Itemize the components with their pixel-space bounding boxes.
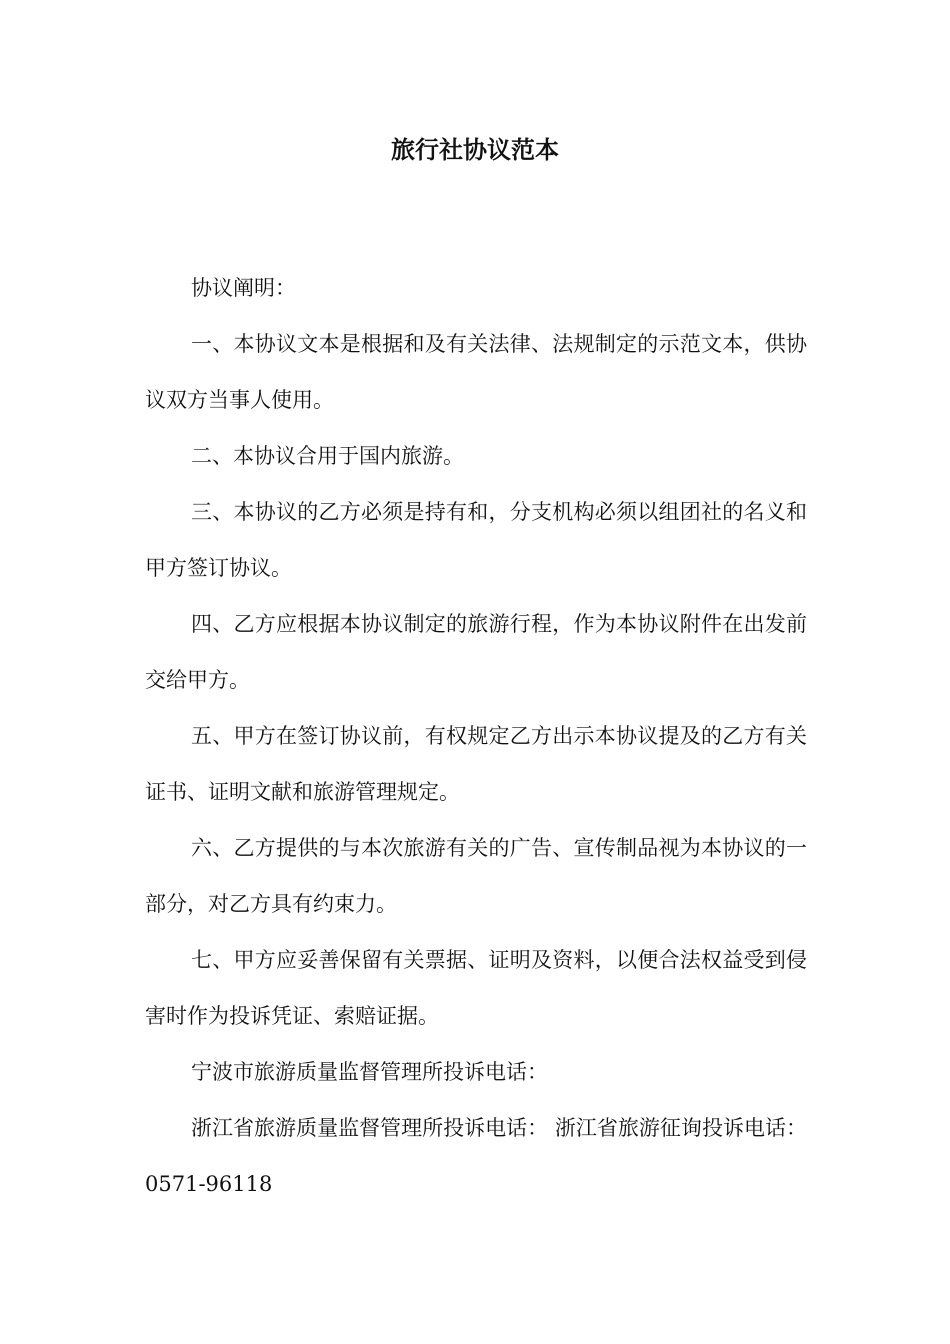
- paragraph-clause-5: 五、甲方在签订协议前，有权规定乙方出示本协议提及的乙方有关证书、证明文献和旅游管理规定。: [145, 724, 807, 804]
- paragraph-clause-3: 三、本协议的乙方必须是持有和，分支机构必须以组团社的名义和甲方签订协议。: [145, 500, 807, 580]
- paragraph-ningbo-hotline: 宁波市旅游质量监督管理所投诉电话：: [191, 1060, 548, 1084]
- document-body: [145, 260, 807, 1212]
- paragraph-clause-1: 一、本协议文本是根据和及有关法律、法规制定的示范文本，供协议双方当事人使用。: [145, 332, 807, 412]
- paragraph-clause-2: 二、本协议合用于国内旅游。: [191, 444, 464, 468]
- document-title: 旅行社协议范本: [391, 136, 559, 164]
- paragraph-clause-4: 四、乙方应根据本协议制定的旅游行程，作为本协议附件在出发前交给甲方。: [145, 612, 807, 692]
- paragraph-zhejiang-hotline: 浙江省旅游质量监督管理所投诉电话： 浙江省旅游征询投诉电话：0571-96118: [145, 1116, 807, 1196]
- paragraph-clause-7: 七、甲方应妥善保留有关票据、证明及资料，以便合法权益受到侵害时作为投诉凭证、索赔证据。: [145, 948, 807, 1028]
- paragraph-clause-6: 六、乙方提供的与本次旅游有关的广告、宣传制品视为本协议的一部分，对乙方具有约束力。: [145, 836, 807, 916]
- paragraph-intro: 协议阐明：: [191, 276, 296, 300]
